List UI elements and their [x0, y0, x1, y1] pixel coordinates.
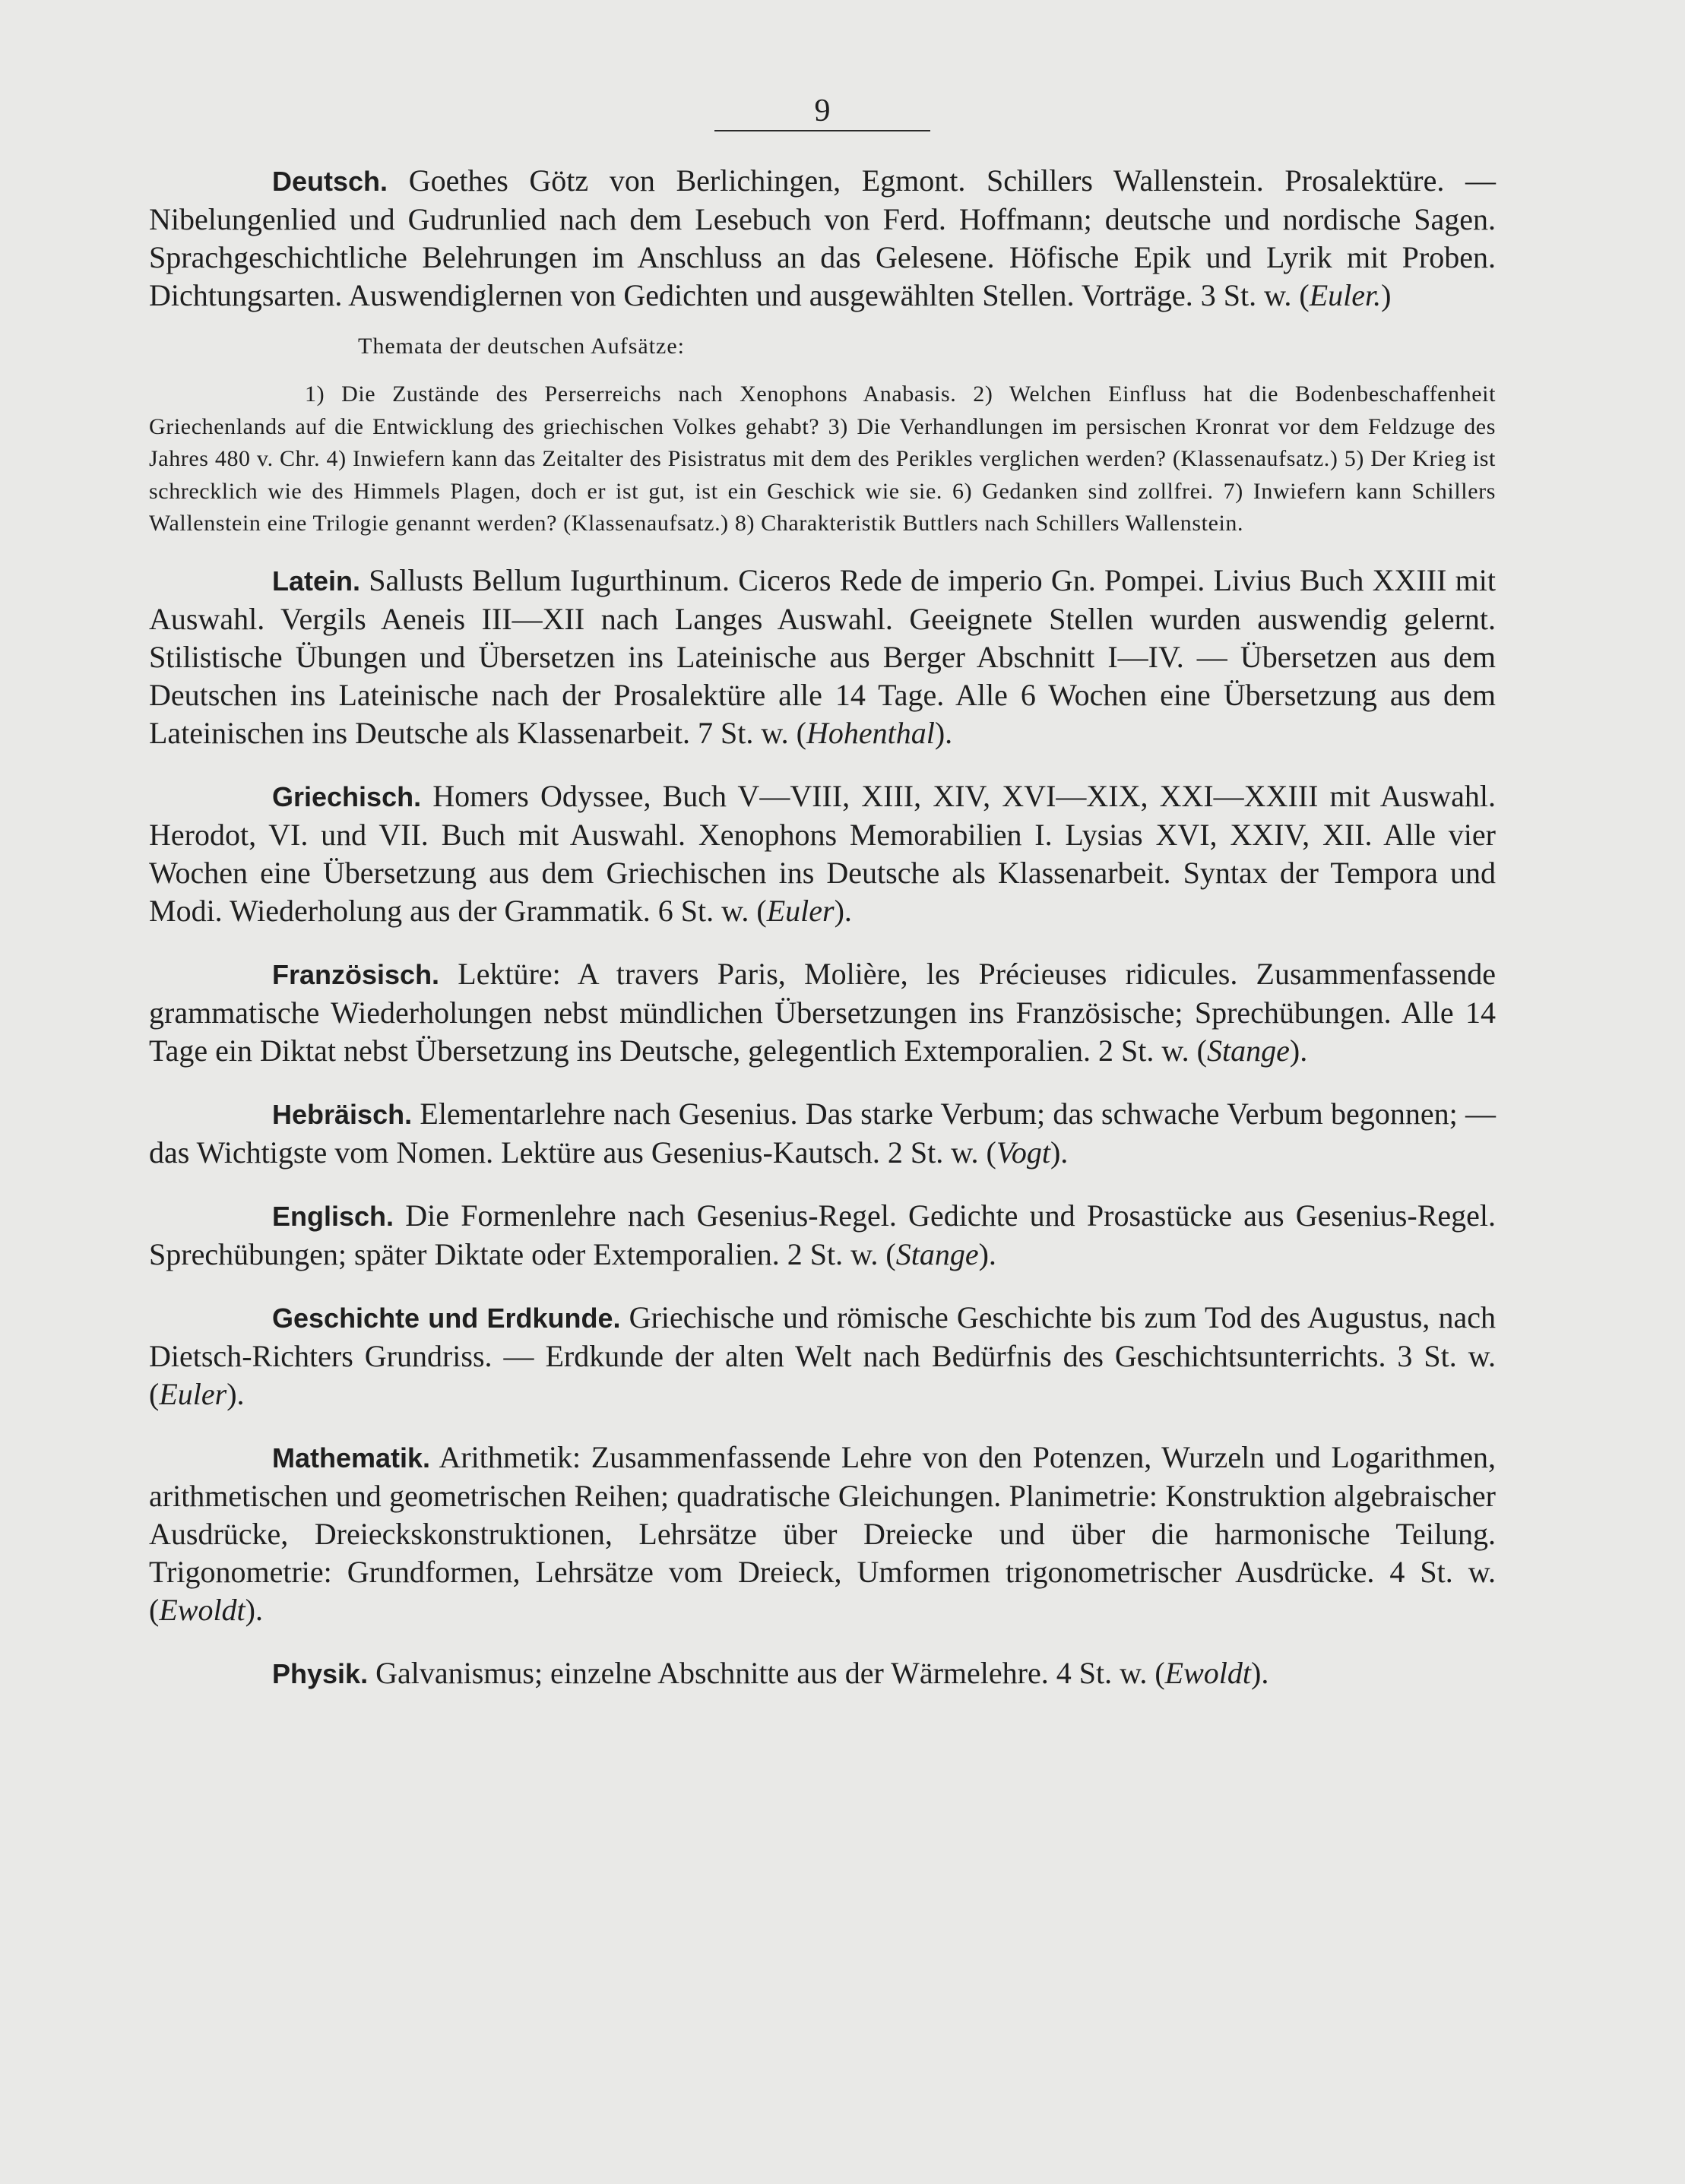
subject-text-end: ).	[1251, 1655, 1269, 1690]
subject-title: Mathematik.	[272, 1442, 431, 1473]
section-hebraeisch	[149, 1095, 1496, 1172]
subject-text-end: ).	[245, 1592, 263, 1627]
page-number-rule	[714, 130, 930, 131]
subject-text: Die Formenlehre nach Gesenius-Regel. Gedichte und Prosastücke aus Gesenius-Regel. Sprechübungen; später Diktate oder Extemporalien. 2 St. w. (	[149, 1198, 1496, 1271]
teacher-name: Stange	[895, 1236, 979, 1271]
subject-text-end: ).	[834, 893, 852, 928]
subject-text-end: ).	[1050, 1135, 1069, 1170]
teacher-name: Hohenthal	[806, 715, 935, 750]
teacher-name: Euler	[159, 1376, 227, 1411]
subject-title: Latein.	[272, 565, 361, 597]
subject-text: Griechische und römische Geschichte bis zum Tod des Augustus, nach Dietsch-Richters Grundriss. — Erdkunde der alten Welt nach Bedürfnis des Geschichtsunterrichts. 3 St. w. (	[149, 1299, 1496, 1411]
teacher-name: Ewoldt	[1164, 1655, 1252, 1690]
section-deutsch	[149, 162, 1496, 315]
teacher-name: Euler.	[1309, 278, 1382, 312]
section-mathematik	[149, 1439, 1496, 1629]
subject-title: Deutsch.	[272, 166, 388, 197]
subject-title: Griechisch.	[272, 780, 422, 812]
section-physik	[149, 1654, 1496, 1693]
subject-text: Arithmetik: Zusammenfassende Lehre von den Potenzen, Wurzeln und Logarithmen, arithmetischen und geometrischen Reihen; quadratische Gleichungen. Planimetrie: Konstruktion algebraischer Ausdrücke, Dreieckskonstruktionen, Lehrsätze über Dreiecke und über die harmonische Teilung. Trigonometrie: Grundformen, Lehrsätze vom Dreieck, Umformen trigonometrischer Ausdrücke. 4 St. w. (	[149, 1439, 1496, 1627]
themata-heading: Themata der deutschen Aufsätze:	[358, 334, 685, 359]
teacher-name: Vogt	[996, 1135, 1050, 1170]
subject-text-end: ).	[934, 715, 953, 750]
section-englisch	[149, 1197, 1496, 1274]
subject-text: Homers Odyssee, Buch V—VIII, XIII, XIV, XVI—XIX, XXI—XXIII mit Auswahl. Herodot, VI. und VII. Buch mit Auswahl. Xenophons Memorabilien I. Lysias XVI, XXIV, XII. Alle vier Wochen eine Übersetzung aus dem Griechischen ins Deutsche als Klassenarbeit. Syntax der Tempora und Modi. Wiederholung aus der Grammatik. 6 St. w. (	[149, 778, 1496, 928]
teacher-name: Stange	[1207, 1033, 1290, 1068]
section-latein	[149, 562, 1496, 752]
subject-text-end: ).	[978, 1236, 996, 1271]
section-geschichte	[149, 1299, 1496, 1413]
teacher-name: Euler	[766, 893, 835, 928]
subject-title: Geschichte und Erdkunde.	[272, 1302, 621, 1334]
subject-text-end: ).	[226, 1376, 245, 1411]
subject-title: Hebräisch.	[272, 1098, 413, 1130]
page-number: 9	[814, 93, 831, 128]
subject-text: Sallusts Bellum Iugurthinum. Ciceros Rede de imperio Gn. Pompei. Livius Buch XXIII mit Auswahl. Vergils Aeneis III—XII nach Langes Auswahl. Geeignete Stellen wurden auswendig gelernt. Stilistische Übungen und Übersetzen ins Lateinische aus Berger Abschnitt I—IV. — Übersetzen aus dem Deutschen ins Lateinische nach der Prosalektüre alle 14 Tage. Alle 6 Wochen eine Übersetzung aus dem Lateinischen ins Deutsche als Klassenarbeit. 7 St. w. (	[149, 562, 1496, 750]
subject-title: Physik.	[272, 1657, 369, 1689]
teacher-name: Ewoldt	[159, 1592, 245, 1627]
subject-text-end: )	[1381, 278, 1392, 312]
subject-title: Englisch.	[272, 1200, 394, 1232]
page-content	[149, 162, 1496, 1693]
subject-title: Französisch.	[272, 958, 440, 990]
section-griechisch	[149, 777, 1496, 930]
subject-text: Galvanismus; einzelne Abschnitte aus der Wärmelehre. 4 St. w. (	[368, 1655, 1165, 1690]
section-franzoesisch	[149, 955, 1496, 1070]
themata-list: 1) Die Zustände des Perserreichs nach Xenophons Anabasis. 2) Welchen Einfluss hat die Bodenbeschaffenheit Griechenlands auf die Entwicklung des griechischen Volkes gehabt? 3) Die Verhandlungen im persischen Kronrat vor dem Feldzuge des Jahres 480 v. Chr. 4) Inwiefern kann das Zeitalter des Pisistratus mit dem des Perikles verglichen werden? (Klassenaufsatz.) 5) Der Krieg ist schrecklich wie des Himmels Plagen, doch er ist gut, ist ein Geschick wie sie. 6) Gedanken sind zollfrei. 7) Inwiefern kann Schillers Wallenstein eine Trilogie genannt werden? (Klassenaufsatz.) 8) Charakteristik Buttlers nach Schillers Wallenstein.	[149, 381, 1496, 536]
subject-text: Elementarlehre nach Gesenius. Das starke Verbum; das schwache Verbum begonnen; — das Wichtigste vom Nomen. Lektüre aus Gesenius-Kautsch. 2 St. w. (	[149, 1096, 1496, 1170]
subject-text: Goethes Götz von Berlichingen, Egmont. Schillers Wallenstein. Prosalektüre. — Nibelungenlied und Gudrunlied nach dem Lesebuch von Ferd. Hoffmann; deutsche und nordische Sagen. Sprachgeschichtliche Belehrungen im Anschluss an das Gelesene. Höfische Epik und Lyrik mit Proben. Dichtungsarten. Auswendiglernen von Gedichten und ausgewählten Stellen. Vorträge. 3 St. w. (	[149, 163, 1496, 312]
subject-text: Lektüre: A travers Paris, Molière, les Précieuses ridicules. Zusammenfassende grammatische Wiederholungen nebst mündlichen Übersetzungen ins Französische; Sprechübungen. Alle 14 Tage ein Diktat nebst Übersetzung ins Deutsche, gelegentlich Extemporalien. 2 St. w. (	[149, 956, 1496, 1068]
subject-text-end: ).	[1289, 1033, 1308, 1068]
